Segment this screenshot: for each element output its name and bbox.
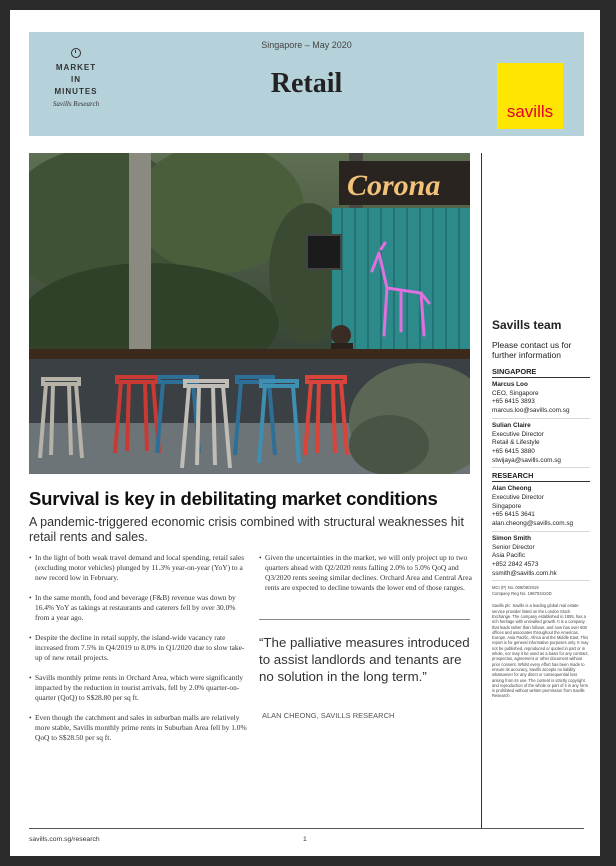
contact-email[interactable]: ssmith@savills.com.hk bbox=[492, 569, 557, 577]
contact-role: CEO, Singapore bbox=[492, 389, 539, 397]
article-subheadline: A pandemic-triggered economic crisis combined with structural weaknesses hit retail rents and sales. bbox=[29, 515, 464, 544]
section-heading-singapore: SINGAPORE bbox=[492, 367, 590, 378]
company-reg-number: Company Reg No. 198703410D bbox=[492, 590, 552, 596]
report-page bbox=[10, 10, 600, 856]
pull-quote: “The palliative measures introduced to assist landlords and tenants are no solution in the long term.” bbox=[259, 635, 470, 684]
contact-name: Marcus Loo bbox=[492, 381, 528, 388]
article-column-left bbox=[29, 553, 251, 753]
mci-number: MCI (P) No. 009/08/2019 bbox=[492, 585, 539, 591]
sidebar-divider bbox=[481, 153, 482, 828]
contact-name: Alan Cheong bbox=[492, 485, 532, 493]
savills-logo bbox=[497, 63, 563, 129]
contact-department: Retail & Lifestyle bbox=[492, 439, 540, 447]
bullet-point: • Savills monthly prime rents in Orchard Area, which were significantly impacted by the reduction in tourist arrivals, fell by 2.0% quarter-on-quarter (QoQ) to S$28.80 per sq ft. bbox=[29, 673, 251, 703]
bullet-point: • In the light of both weak travel demand and local spending, retail sales (excluding motor vehicles) plunged by 11.3% year-on-year (YoY) to a new record low in February. bbox=[29, 553, 251, 583]
research-label: Savills Research bbox=[52, 100, 100, 108]
contact-role: Executive Director bbox=[492, 430, 544, 438]
restaurant-scene-image bbox=[29, 153, 470, 474]
contact-card bbox=[492, 422, 590, 469]
contact-card bbox=[492, 535, 590, 582]
bullet-point: • Even though the catchment and sales in suburban malls are relatively more stable, Savills monthly prime rents in Suburban Area fell by 1.0% QoQ to S$28.50 per sq ft. bbox=[29, 713, 251, 743]
contact-card bbox=[492, 381, 590, 419]
contact-phone: +65 6415 3893 bbox=[492, 398, 535, 406]
cover-photo bbox=[29, 153, 470, 474]
contact-name: Sulian Claire bbox=[492, 421, 531, 429]
sidebar-title: Savills team bbox=[492, 318, 562, 332]
contact-role: Executive Director bbox=[492, 494, 544, 502]
article-column-right bbox=[259, 553, 479, 603]
bullet-point: • In the same month, food and beverage (F&B) revenue was down by 16.4% YoY as takings at restaurants and caterers fell by over 30.0% from a year ago. bbox=[29, 593, 251, 623]
report-date: Singapore – May 2020 bbox=[261, 40, 352, 50]
section-heading-research: RESEARCH bbox=[492, 471, 590, 482]
contact-phone: +65 6415 3880 bbox=[492, 447, 535, 455]
mim-word-3: MINUTES bbox=[54, 87, 98, 96]
bullet-point: • Given the uncertainties in the market, we will only project up to two quarters ahead with Q2/2020 rents falling 2.0% to 5.0% QoQ and Q3/2020 rents seeing similar declines. Orchard Area and Central Area rents are expected to decline towards the lower end of those ranges. bbox=[259, 553, 479, 593]
quote-divider bbox=[259, 619, 470, 620]
corona-sign: Corona bbox=[347, 169, 441, 202]
contact-region: Singapore bbox=[492, 502, 522, 510]
contact-phone: +852 2842 4573 bbox=[492, 560, 539, 568]
header-banner bbox=[29, 32, 584, 136]
disclaimer-text: Savills plc: Savills is a leading global real estate service provider listed on the London Stock Exchange. The company established in 1855, has a rich heritage with unrivalled growth. It is a company that leads rather than follows, and now has over 600 offices and associates throughout the Americas, Europe, Asia Pacific, Africa and the Middle East. This report is for general informative purposes only. It may not be published, reproduced or quoted in part or in whole, nor may it be used as a basis for any contract, prospectus, agreement or other document without prior consent. Whilst every effort has been made to ensure its accuracy, Savills accepts no liability whatsoever for any direct or consequential loss arising from its use. The content is strictly copyright and reproduction of the whole or part of it in any form is prohibited without written permission from Savills Research. bbox=[492, 603, 589, 699]
page-number: 1 bbox=[303, 836, 307, 843]
contact-name: Simon Smith bbox=[492, 534, 532, 542]
logo-text: savills bbox=[506, 102, 554, 121]
contact-email[interactable]: marcus.loo@savills.com.sg bbox=[492, 407, 570, 415]
contact-phone: +65 6415 3641 bbox=[492, 511, 535, 519]
contact-card bbox=[492, 485, 590, 532]
mim-word-2: IN bbox=[71, 75, 81, 84]
quote-attribution: ALAN CHEONG, SAVILLS RESEARCH bbox=[262, 711, 395, 720]
article-headline: Survival is key in debilitating market conditions bbox=[29, 488, 438, 509]
footer-url[interactable]: savills.com.sg/research bbox=[29, 836, 100, 843]
contact-email[interactable]: alan.cheong@savills.com.sg bbox=[492, 520, 574, 528]
registration-info bbox=[492, 585, 590, 596]
mim-word-1: MARKET bbox=[55, 63, 97, 72]
contact-role: Senior Director bbox=[492, 543, 535, 551]
sidebar-contact-note: Please contact us for further information bbox=[492, 340, 572, 360]
team-sidebar bbox=[492, 318, 590, 699]
report-title: Retail bbox=[270, 68, 343, 99]
bullet-point: • Despite the decline in retail supply, the island-wide vacancy rate increased from 7.5% in Q4/2019 to 8.0% in Q1/2020 due to slow take-up of new retail projects. bbox=[29, 633, 251, 663]
contact-region: Asia Pacific bbox=[492, 552, 526, 560]
footer-divider bbox=[29, 828, 584, 829]
contact-email[interactable]: stwijaya@savills.com.sg bbox=[492, 456, 561, 464]
